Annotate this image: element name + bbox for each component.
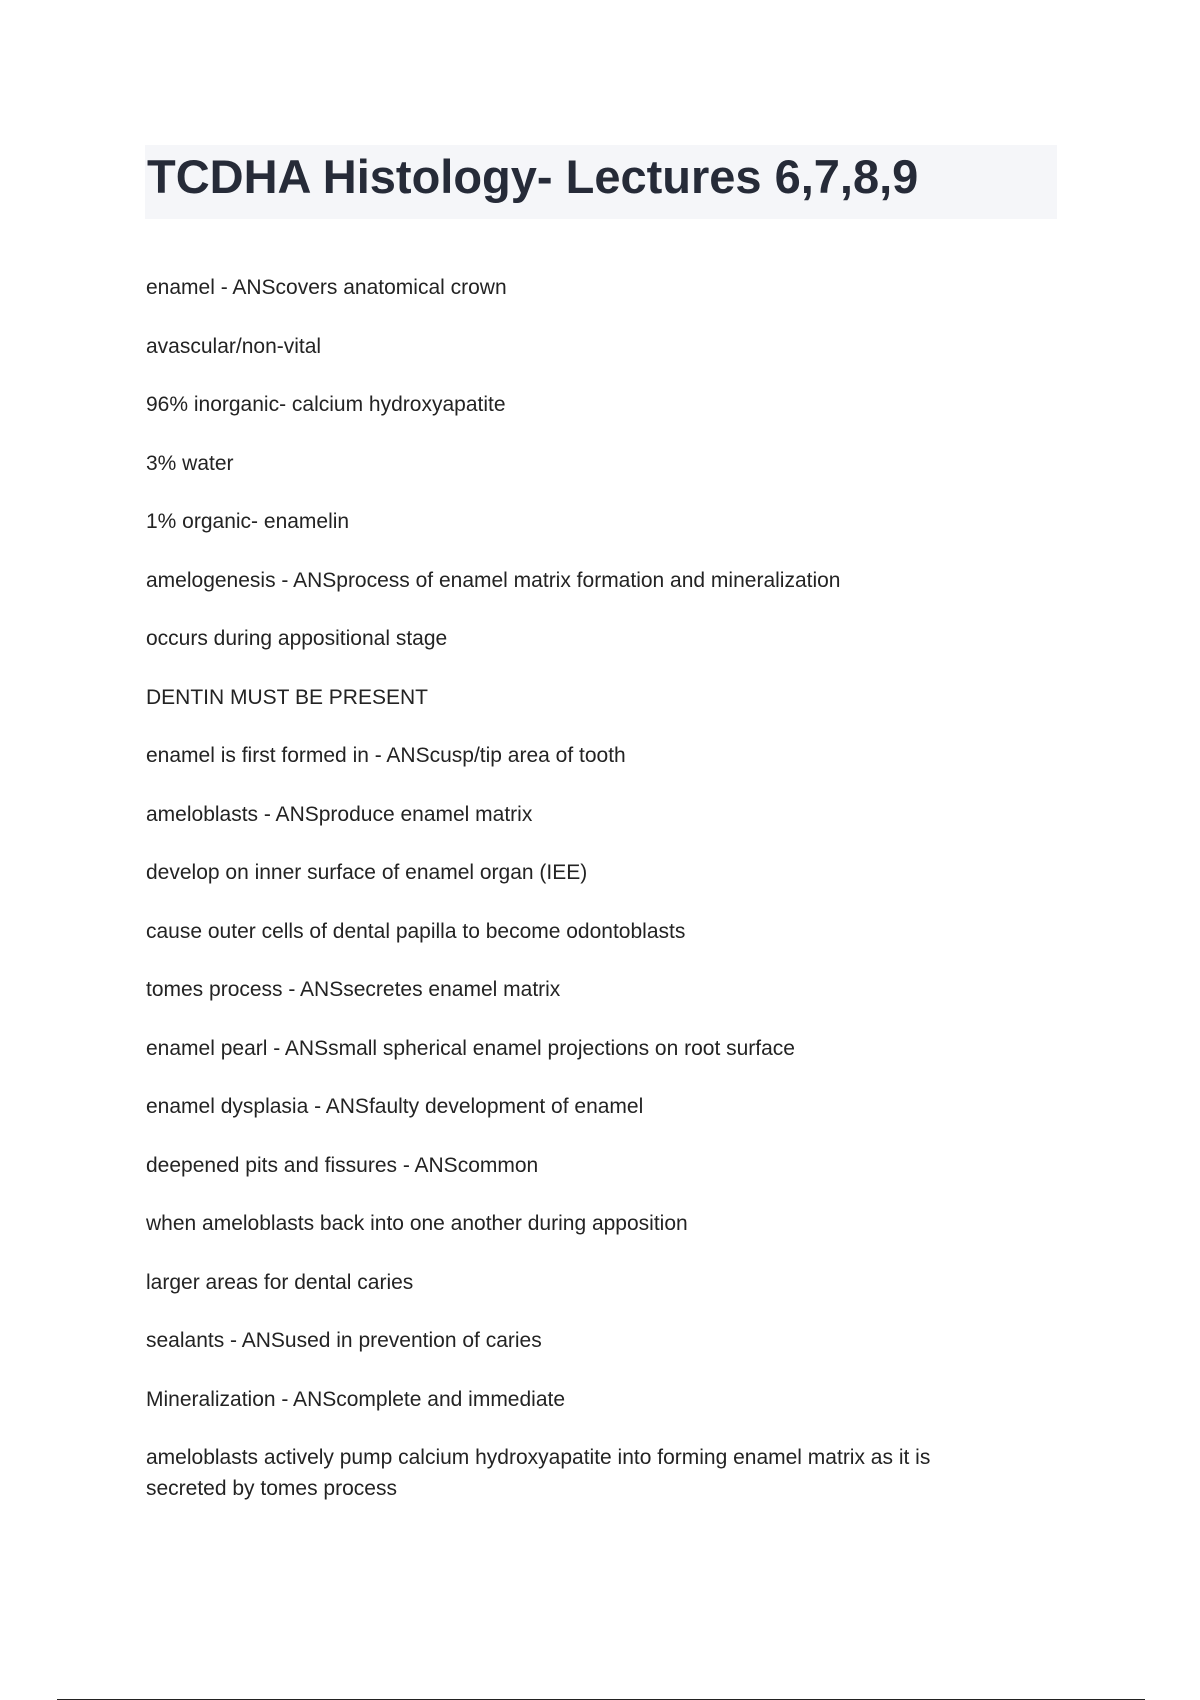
flashcard-line: ameloblasts - ANSproduce enamel matrix [146, 802, 533, 826]
flashcard-line: develop on inner surface of enamel organ (IEE) [146, 861, 588, 884]
flashcard-line: enamel - ANScovers anatomical crown [146, 276, 507, 299]
flashcard-line: enamel dysplasia - ANSfaulty development of enamel [146, 1095, 644, 1118]
flashcard-line: Mineralization - ANScomplete and immediate [146, 1387, 566, 1411]
flashcard-line: enamel pearl - ANSsmall spherical enamel projections on root surface [146, 1036, 795, 1060]
flashcard-line: amelogenesis - ANSprocess of enamel matrix formation and mineralization [146, 568, 841, 592]
flashcard-line: 96% inorganic- calcium hydroxyapatite [146, 393, 506, 416]
flashcard-line: DENTIN MUST BE PRESENT [146, 685, 428, 709]
title-banner [145, 145, 1057, 219]
flashcard-line: larger areas for dental caries [146, 1270, 414, 1294]
flashcard-line: sealants - ANSused in prevention of caries [146, 1329, 542, 1352]
flashcard-line: avascular/non-vital [146, 334, 322, 358]
flashcard-line: cause outer cells of dental papilla to become odontoblasts [146, 919, 686, 943]
flashcard-line: deepened pits and fissures - ANScommon [146, 1153, 539, 1177]
flashcard-line: 1% organic- enamelin [146, 510, 350, 533]
page-title: TCDHA Histology- Lectures 6,7,8,9 [147, 150, 919, 203]
flashcard-line: enamel is first formed in - ANScusp/tip area of tooth [146, 744, 626, 767]
flashcard-line: occurs during appositional stage [146, 627, 448, 650]
flashcard-line: tomes process - ANSsecretes enamel matrix [146, 978, 561, 1001]
flashcard-list [146, 272, 1046, 1504]
flashcard-line: 3% water [146, 451, 234, 475]
flashcard-line: when ameloblasts back into one another during apposition [146, 1212, 688, 1235]
flashcard-line: ameloblasts actively pump calcium hydroxyapatite into forming enamel matrix as it is secreted by tomes process [146, 1446, 931, 1500]
